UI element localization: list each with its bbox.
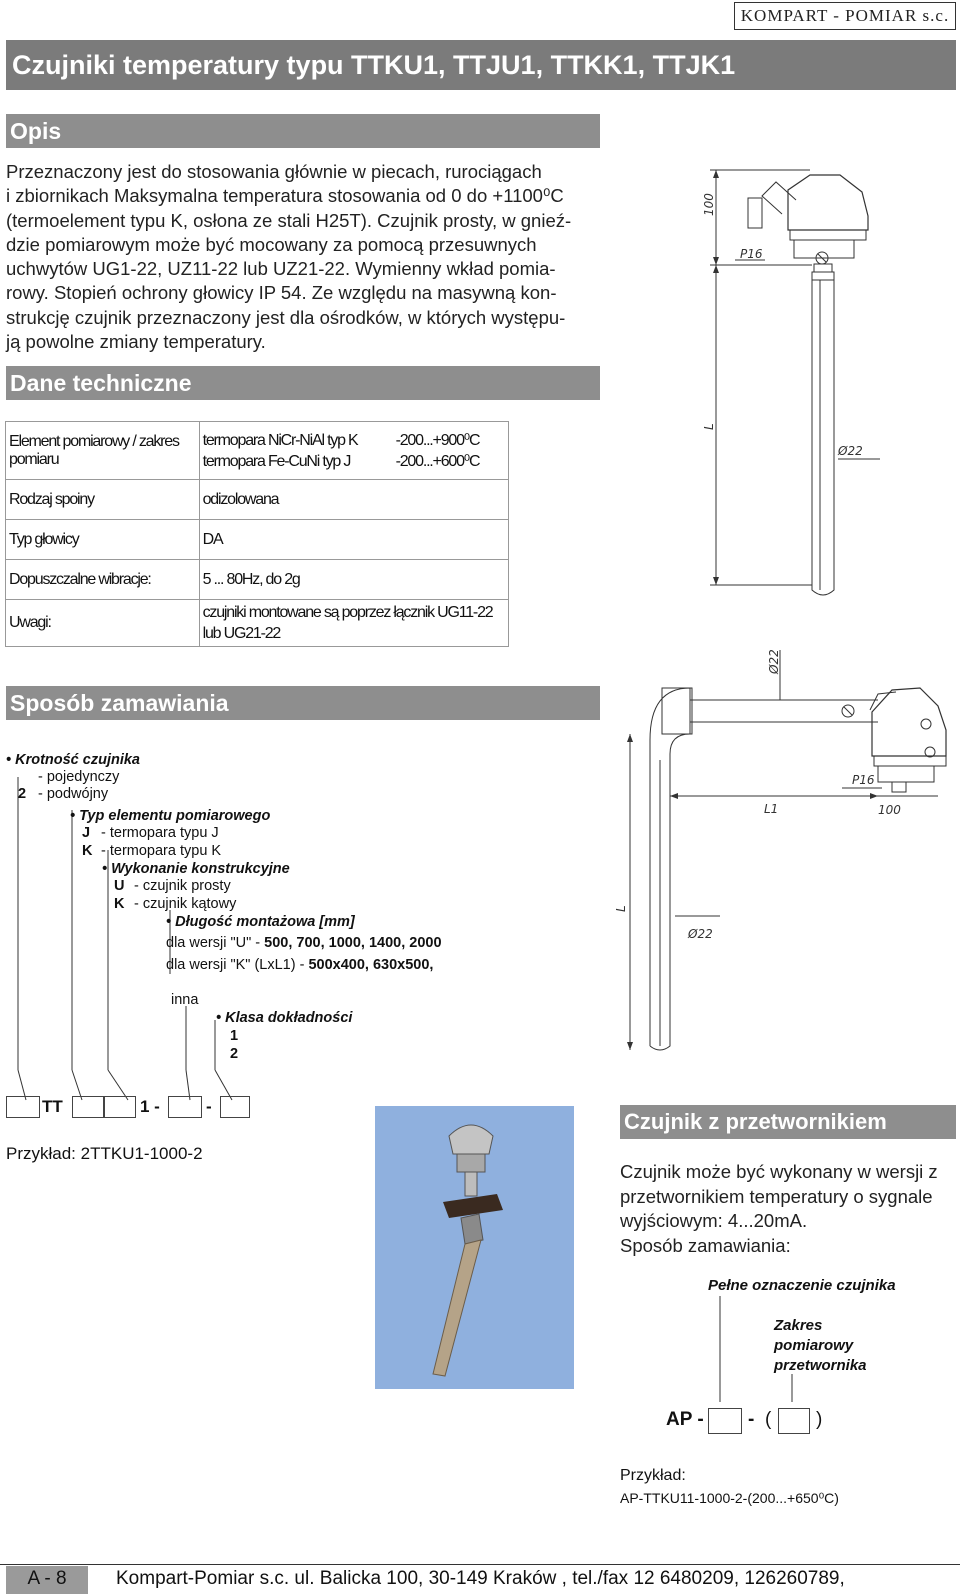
order-length-u-values: 500, 700, 1000, 1400, 2000 <box>264 935 442 951</box>
converter-paragraph <box>620 1160 956 1258</box>
opis-line: Przeznaczony jest do stosowania głównie w piecach, rurociągach <box>6 161 542 182</box>
opis-line: ją powolne zmiany temperatury. <box>6 331 266 353</box>
order-t2: - termopara typu K <box>101 843 222 859</box>
converter-example-value: AP-TTKU11-1000-2-(200...+650⁰C) <box>620 1490 839 1506</box>
order-dlugosc: • Długość montażowa [mm] <box>166 914 355 930</box>
opis-line: (termoelement typu K, osłona ze stali H25T). Czujnik prosty, w gnieź- <box>6 209 572 231</box>
page-title: Czujniki temperatury typu TTKU1, TTJU1, TTKK1, TTJK1 <box>6 40 956 90</box>
dim-p16-angled: P16 <box>852 773 875 787</box>
converter-line: Sposób zamawiania: <box>620 1234 791 1256</box>
order-w1: - czujnik prosty <box>134 878 231 894</box>
spec-row <box>6 560 509 600</box>
spec-row <box>6 422 509 480</box>
spec-label: Element pomiarowy / zakres pomiaru <box>6 422 200 480</box>
converter-line: wyjściowym: 4...20mA. <box>620 1210 808 1231</box>
product-photo <box>375 1106 574 1389</box>
dim-l1: L1 <box>764 802 779 816</box>
drawing-angled-sensor <box>614 649 960 1080</box>
dim-l: L <box>702 423 716 430</box>
converter-code-box[interactable] <box>708 1408 742 1434</box>
code-box-dlugosc[interactable] <box>168 1096 202 1118</box>
dim-100-angled: 100 <box>878 803 901 817</box>
spec-value <box>199 422 393 480</box>
order-t1-num: J <box>82 825 91 841</box>
order-typ: • Typ elementu pomiarowego <box>70 808 271 824</box>
order-w1-num: U <box>114 878 125 894</box>
code-tt: TT <box>42 1097 63 1116</box>
footer-rule <box>0 1564 960 1565</box>
spec-range <box>393 422 509 480</box>
opis-line: uchwytów UG1-22, UZ11-22 lub UZ21-22. Wymienny wkład pomia- <box>6 258 556 280</box>
order-length-k-label: dla wersji "K" (LxL1) - <box>166 957 309 973</box>
converter-connector-lines <box>700 1290 820 1410</box>
code-box-klasa[interactable] <box>220 1096 250 1118</box>
dim-d22-top: Ø22 <box>767 649 781 674</box>
footer-address: Kompart-Pomiar s.c. ul. Balicka 100, 30-149 Kraków , tel./fax 12 6480209, 126260789, <box>116 1568 845 1589</box>
section-opis-heading: Opis <box>6 114 600 148</box>
spec-row <box>6 520 509 560</box>
dim-l-angled: L <box>614 905 628 912</box>
spec-label: Rodzaj spoiny <box>6 480 200 520</box>
order-k2: - podwójny <box>38 786 109 802</box>
spec-value-j: termopara Fe-CuNi typ J <box>202 452 351 470</box>
converter-ap-prefix: AP - <box>666 1409 704 1430</box>
opis-line: rowy. Stopień ochrony głowicy IP 54. Ze względu na masywną kon- <box>6 282 557 304</box>
order-klasa: • Klasa dokładności <box>216 1010 353 1026</box>
dim-d22: Ø22 <box>838 444 863 458</box>
spec-label: Uwagi: <box>6 600 200 647</box>
converter-line: przetwornikiem temperatury o sygnale <box>620 1185 933 1207</box>
converter-range-line: Zakres <box>774 1317 823 1334</box>
order-t2-num: K <box>82 843 93 859</box>
converter-range-box[interactable] <box>778 1408 810 1434</box>
spec-label: Typ głowicy <box>6 520 200 560</box>
code-one: 1 - <box>140 1097 160 1116</box>
order-length-k <box>166 957 433 975</box>
order-krotnosc: • Krotność czujnika <box>6 752 140 768</box>
converter-open-paren: ( <box>765 1409 772 1430</box>
opis-paragraph <box>6 160 606 354</box>
spec-range-k: -200...+900⁰C <box>395 431 480 449</box>
order-inna: inna <box>171 992 199 1008</box>
sensor-photo-illustration <box>375 1106 574 1389</box>
order-k2-num: 2 <box>18 786 27 802</box>
order-wykonanie: • Wykonanie konstrukcyjne <box>102 861 290 877</box>
converter-range-line: pomiarowy <box>774 1337 854 1354</box>
order-k1: - pojedynczy <box>38 769 120 785</box>
company-brand-box: KOMPART - POMIAR s.c. <box>734 2 956 30</box>
order-c1: 1 <box>230 1028 239 1044</box>
code-box-typ[interactable] <box>72 1096 104 1118</box>
order-w2-num: K <box>114 896 125 912</box>
section-converter-heading: Czujnik z przetwornikiem <box>620 1105 956 1139</box>
spec-value: 5 ... 80Hz, do 2g <box>199 560 508 600</box>
order-w2: - czujnik kątowy <box>134 896 237 912</box>
converter-range-line: przetwornika <box>774 1357 867 1374</box>
drawing-straight-sensor <box>690 160 960 600</box>
page-number: A - 8 <box>6 1566 88 1594</box>
converter-dash: - <box>748 1409 755 1430</box>
spec-value: czujniki montowane są poprzez łącznik UG11-22 lub UG21-22 <box>199 600 508 647</box>
spec-table <box>5 421 509 647</box>
converter-full-label: Pełne oznaczenie czujnika <box>708 1277 896 1294</box>
converter-close-paren: ) <box>816 1409 823 1430</box>
spec-value: DA <box>199 520 508 560</box>
code-dash: - <box>206 1097 212 1116</box>
spec-range-j: -200...+600⁰C <box>395 452 480 470</box>
section-order-heading: Sposób zamawiania <box>6 686 600 720</box>
dim-p16: P16 <box>740 247 763 261</box>
dim-d22-angled: Ø22 <box>688 927 713 941</box>
spec-value: odizolowana <box>199 480 508 520</box>
order-length-u <box>166 935 442 953</box>
order-example: Przykład: 2TTKU1-1000-2 <box>6 1144 203 1163</box>
spec-row <box>6 480 509 520</box>
spec-row <box>6 600 509 647</box>
spec-value-k: termopara NiCr-NiAl typ K <box>202 431 358 449</box>
converter-example-label: Przykład: <box>620 1467 686 1484</box>
order-length-k-values: 500x400, 630x500, <box>308 957 434 973</box>
order-c2: 2 <box>230 1046 239 1062</box>
opis-line: dzie pomiarowym może być mocowany za pomocą przesuwnych <box>6 233 537 255</box>
converter-line: Czujnik może być wykonany w wersji z <box>620 1161 938 1182</box>
order-t1: - termopara typu J <box>101 825 219 841</box>
spec-label: Dopuszczalne wibracje: <box>6 560 200 600</box>
code-box-krotnosc[interactable] <box>6 1096 40 1118</box>
opis-line: strukcję czujnik przeznaczony jest dla ośrodków, w których występu- <box>6 306 566 328</box>
section-dane-heading: Dane techniczne <box>6 366 600 400</box>
opis-line: i zbiornikach Maksymalna temperatura stosowania od 0 do +1100⁰C <box>6 185 564 207</box>
dim-100: 100 <box>702 193 716 216</box>
order-length-u-label: dla wersji "U" - <box>166 935 265 951</box>
code-box-wykonanie[interactable] <box>104 1096 136 1118</box>
